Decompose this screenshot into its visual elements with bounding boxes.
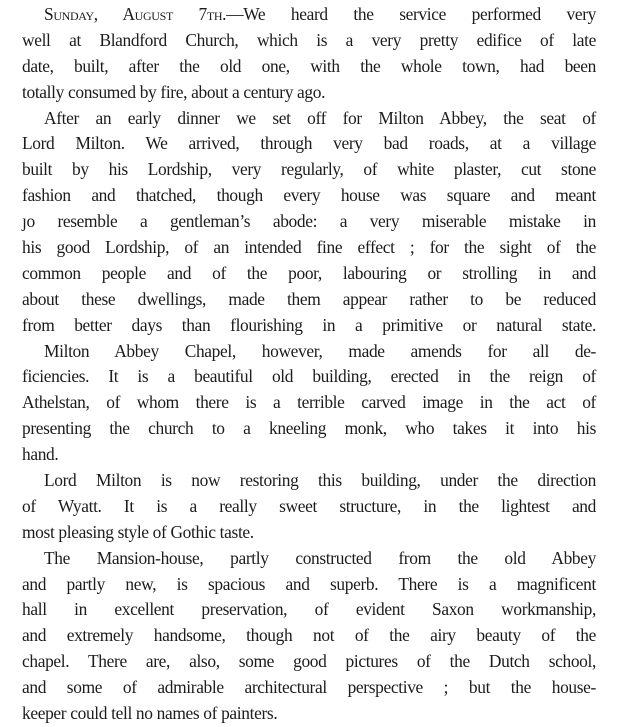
paragraph-restoration [22,468,596,546]
text-line: date, built, after the old one, with the whole town, had been [22,55,596,76]
text-line: Milton Abbey Chapel, however, made amends for all de- [44,340,596,361]
paragraph-milton-village [22,106,596,339]
text-line: totally consumed by fire, about a century ago. [22,81,326,102]
text-line: and partly new, is spacious and superb. There is a magnificent [22,573,596,594]
date-heading: Sunday, August 7th. [44,4,227,24]
text-line: The Mansion-house, partly constructed from the old Abbey [44,547,596,568]
text-line: most pleasing style of Gothic taste. [22,521,254,542]
text-line: common people and of the poor, labouring or strolling in and [22,262,596,283]
text-line: from better days than flourishing in a primitive or natural state. [22,314,596,335]
text-line: fashion and thatched, though every house was square and meant [22,185,596,206]
paragraph-mansion-house [22,546,596,727]
text-line: and extremely handsome, though not of the airy beauty of the [22,625,596,646]
text-line: Athelstan, of whom there is a terrible carved image in the act of [22,392,596,413]
text-line: hand. [22,444,59,465]
text-line: his good Lordship, of an intended fine effect ; for the sight of the [22,237,596,258]
text-line: of Wyatt. It is a really sweet structure, in the lightest and [22,495,596,516]
text-line: Lord Milton is now restoring this building, under the direction [44,470,596,491]
text-line: After an early dinner we set off for Milton Abbey, the seat of [44,107,596,128]
paragraph-sunday-august-7th [22,2,596,106]
text-line: ȷo resemble a gentleman’s abode: a very miserable mistake in [22,211,596,232]
text-line: Lord Milton. We arrived, through very bad roads, at a village [22,133,596,154]
paragraph-abbey-chapel [22,339,596,468]
text-line: ficiencies. It is a beautiful old building, erected in the reign of [22,366,596,387]
text-line: well at Blandford Church, which is a very pretty edifice of late [22,29,596,50]
text-line: about these dwellings, made them appear rather to be reduced [22,288,596,309]
text-line: built by his Lordship, very regularly, of white plaster, cut stone [22,159,596,180]
text-line: chapel. There are, also, some good pictures of the Dutch school, [22,651,596,672]
text-line: keeper could tell no names of painters. [22,703,278,724]
text-line: and some of admirable architectural perspective ; but the house- [22,677,596,698]
text-line: hall in excellent preservation, of evident Saxon workmanship, [22,599,596,620]
document-page [22,2,596,727]
text-line: presenting the church to a kneeling monk, who takes it into his [22,418,596,439]
text-line: Sunday, August 7th.—We heard the service performed very [44,4,597,24]
